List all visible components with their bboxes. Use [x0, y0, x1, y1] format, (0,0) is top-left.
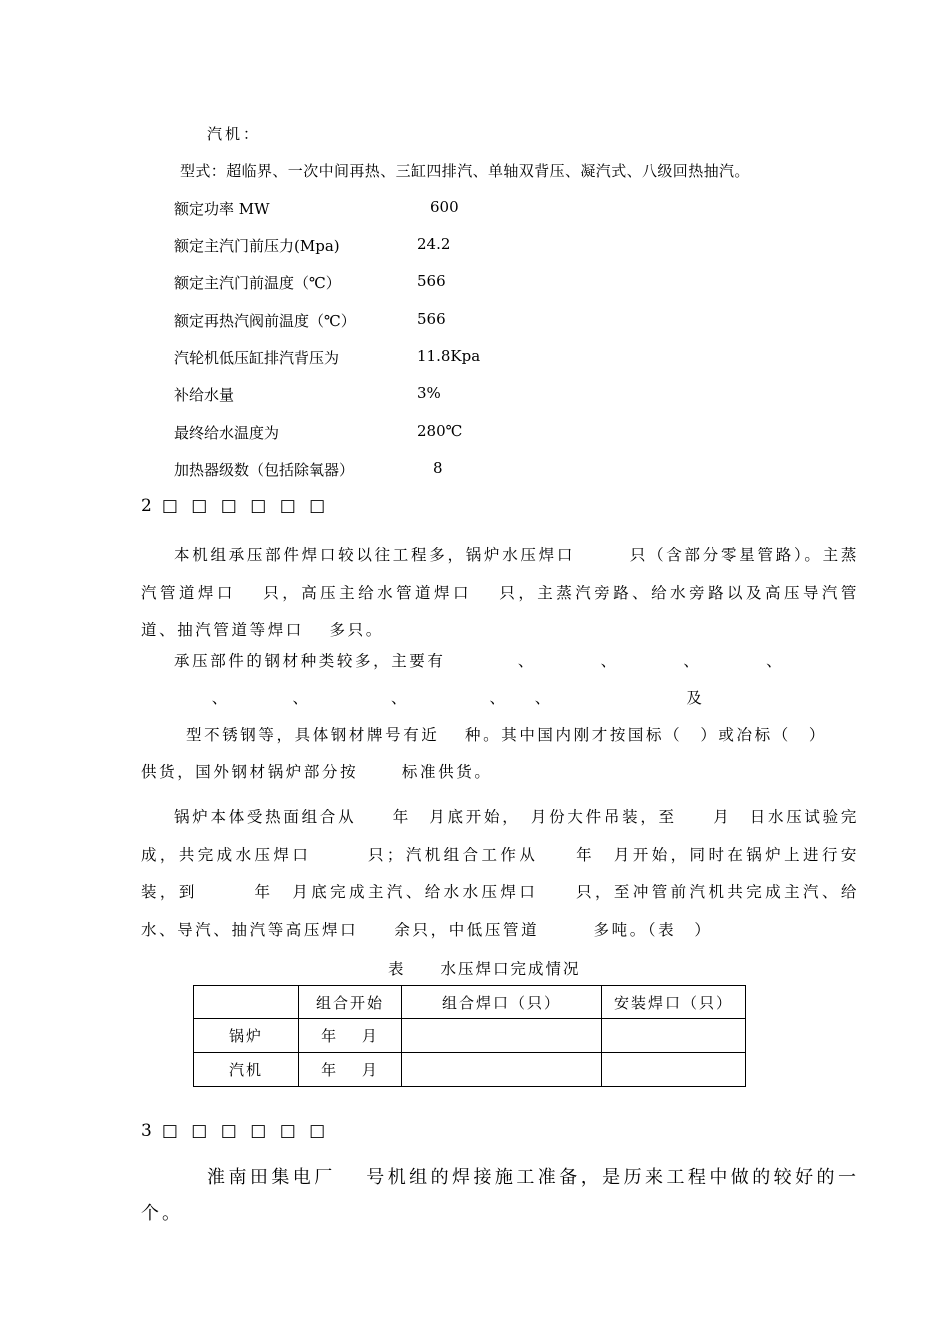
- section-2-paragraph-3: 锅炉本体受热面组合从 年 月底开始， 月份大件吊装，至 月 日水压试验完成，共完成水压焊口 只；汽机组合工作从 年 月开始，同时在锅炉上进行安装，到 年 月底完成主汽、给水水压焊口 只，至冲管前汽机共完成主汽、给水、导汽、抽汽等高压焊口 余只，中低压管道 多吨。（表 ）: [141, 808, 859, 939]
- table-header-cell: 安装焊口（只）: [602, 986, 746, 1019]
- steel-types-line-4: 供货，国外钢材锅炉部分按 标准供货。: [141, 763, 493, 781]
- table-cell: [602, 1053, 746, 1087]
- steel-types-line-3: 型不锈钢等，具体钢材牌号有近 种。其中国内刚才按国标（ ）或冶标（ ）: [186, 726, 828, 744]
- spec-value: 8: [433, 459, 443, 477]
- section-title-placeholder: □ □ □ □ □ □: [161, 1121, 330, 1141]
- table-row: [194, 1053, 746, 1087]
- weld-completion-table: [193, 985, 746, 1087]
- spec-value: 566: [417, 310, 446, 328]
- section-2-paragraph-1: 本机组承压部件焊口较以往工程多，锅炉水压焊口 只（含部分零星管路）。主蒸汽管道焊口 只，高压主给水管道焊口 只，主蒸汽旁路、给水旁路以及高压导汽管道、抽汽管道等焊口 多只。: [141, 546, 859, 639]
- spec-label: 补给水量: [174, 386, 235, 404]
- spec-value: 11.8Kpa: [417, 347, 481, 365]
- spec-label: 额定主汽门前温度（℃）: [174, 274, 341, 292]
- spec-value: 3%: [417, 384, 441, 402]
- spec-value: 24.2: [417, 235, 451, 253]
- table-cell: [402, 1019, 602, 1053]
- spec-value: 280℃: [417, 422, 463, 440]
- table-header-cell: [194, 986, 299, 1019]
- spec-label: 加热器级数（包括除氧器）: [174, 461, 355, 479]
- steel-types-line-1: 承压部件的钢材种类较多，主要有 、 、 、 、: [174, 652, 785, 670]
- section-3-paragraph-1: 淮南田集电厂 号机组的焊接施工准备，是历来工程中做的较好的一个。: [141, 1167, 859, 1224]
- table-row: [194, 1019, 746, 1053]
- turbine-title: 汽机：: [207, 125, 262, 143]
- section-number: 2: [141, 496, 152, 516]
- table-cell: 年 月: [299, 1053, 402, 1087]
- table-cell: [402, 1053, 602, 1087]
- section-number: 3: [141, 1121, 152, 1141]
- table-cell: 年 月: [299, 1019, 402, 1053]
- table-cell: 锅炉: [194, 1019, 299, 1053]
- spec-value: 566: [417, 272, 446, 290]
- table-cell: 汽机: [194, 1053, 299, 1087]
- spec-label: 额定功率 MW: [174, 200, 270, 218]
- table-caption: 表 水压焊口完成情况: [388, 960, 581, 978]
- table-header-cell: 组合开始: [299, 986, 402, 1019]
- table-cell: [602, 1019, 746, 1053]
- table-header-cell: 组合焊口（只）: [402, 986, 602, 1019]
- steel-types-line-2: 、 、 、 、 、 及: [141, 689, 705, 707]
- spec-label: 最终给水温度为: [174, 424, 280, 442]
- section-3-heading: [141, 1121, 329, 1141]
- turbine-type-line: 型式：超临界、一次中间再热、三缸四排汽、单轴双背压、凝汽式、八级回热抽汽。: [180, 162, 750, 180]
- section-2-heading: [141, 496, 329, 516]
- table-header-row: [194, 986, 746, 1019]
- section-title-placeholder: □ □ □ □ □ □: [161, 496, 330, 516]
- spec-label: 额定再热汽阀前温度（℃）: [174, 312, 356, 330]
- spec-label: 汽轮机低压缸排汽背压为: [174, 349, 340, 367]
- spec-label: 额定主汽门前压力(Mpa): [174, 237, 340, 255]
- spec-value: 600: [430, 198, 459, 216]
